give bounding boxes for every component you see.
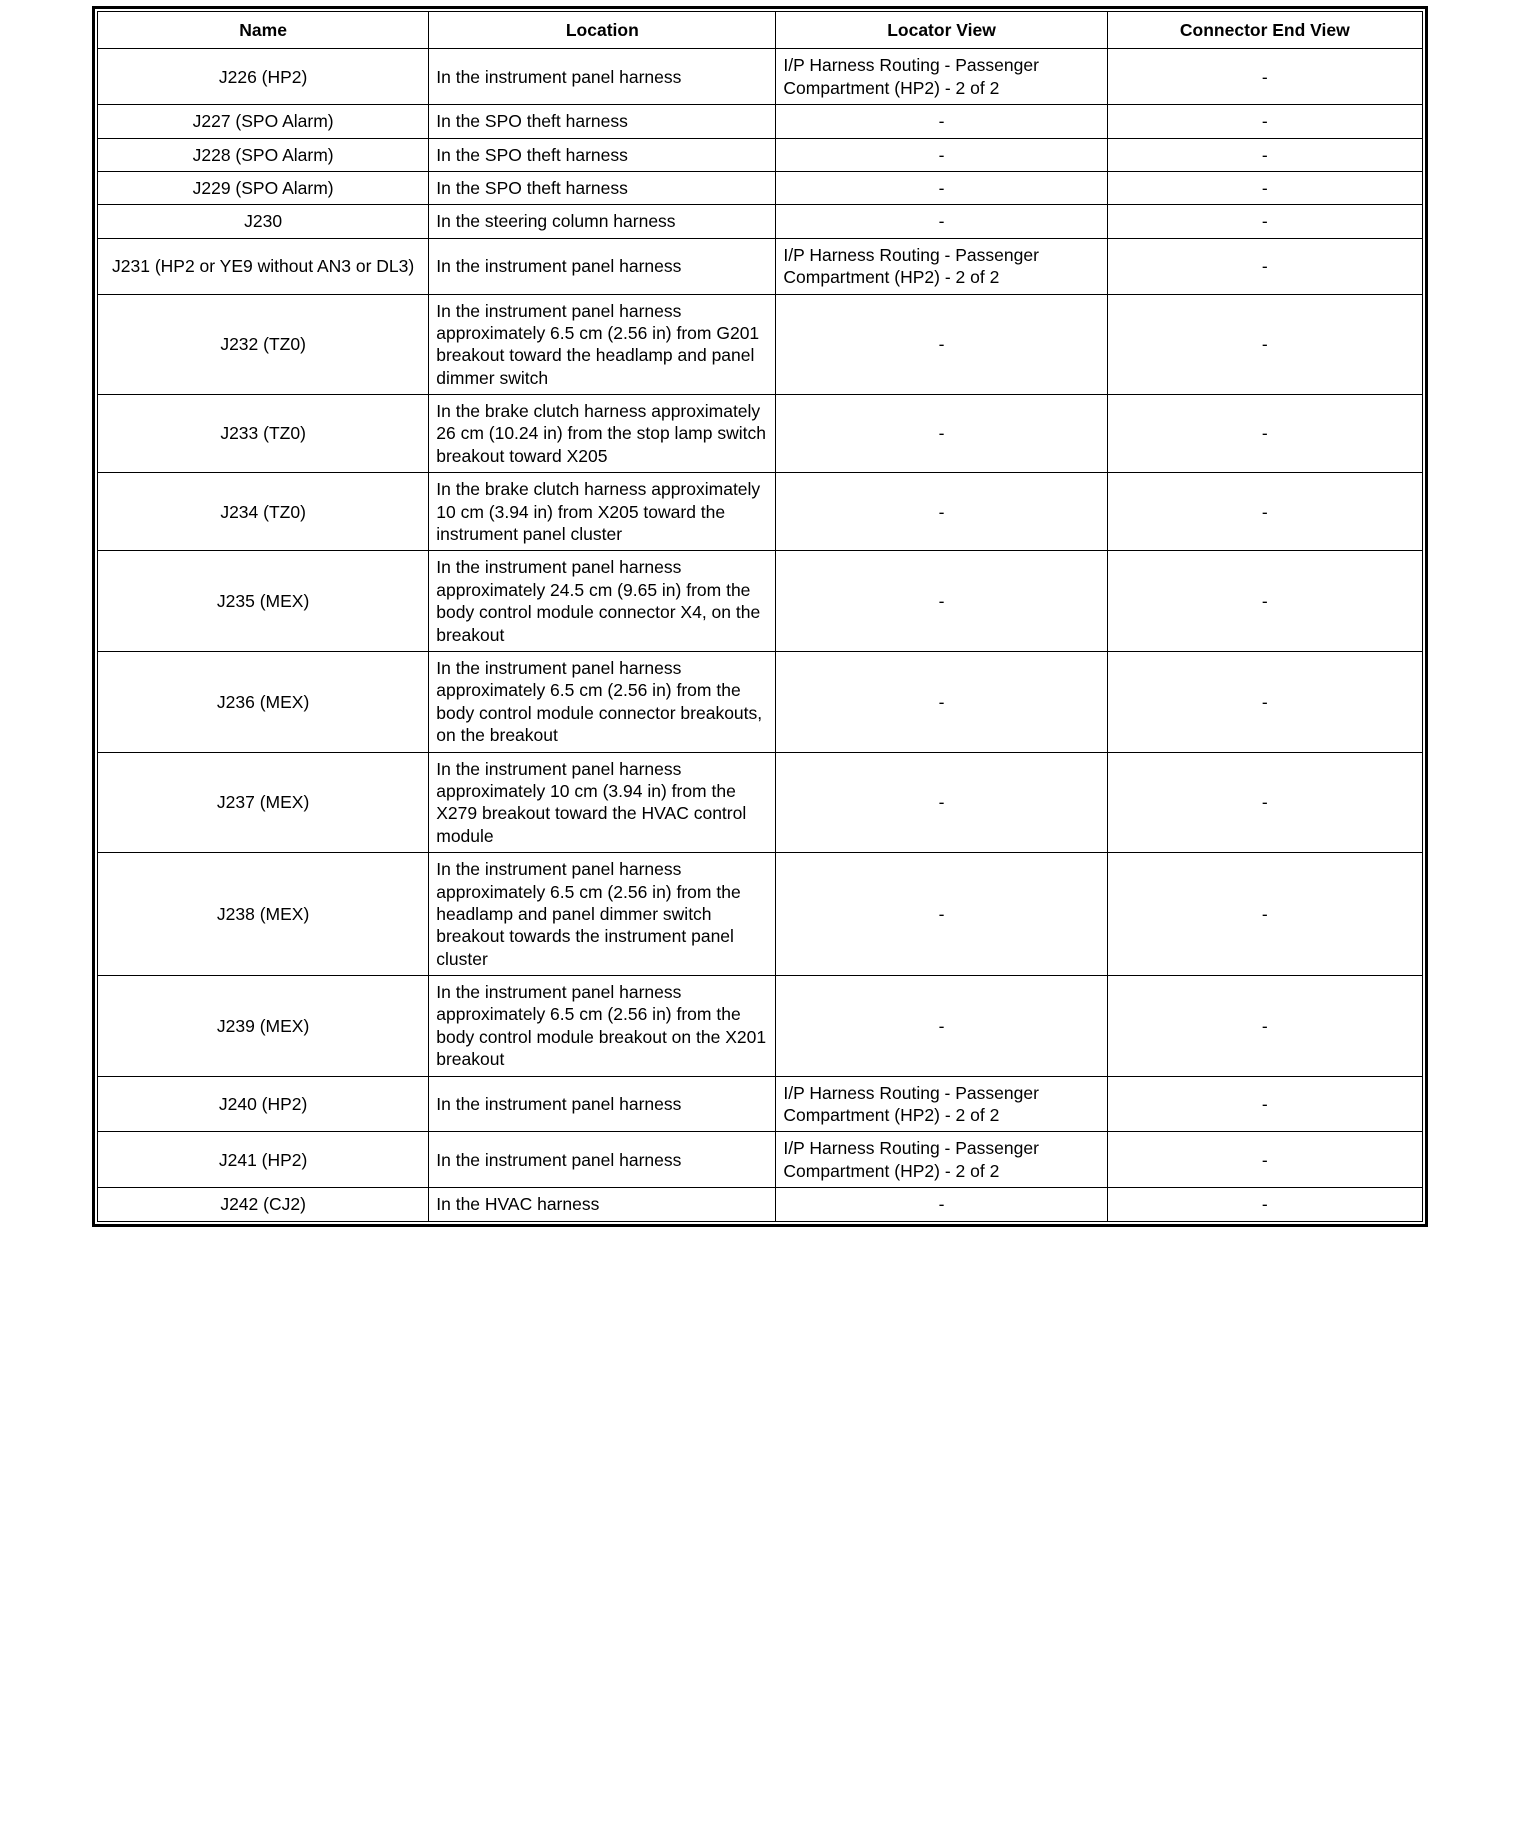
cell-name: J239 (MEX): [98, 976, 429, 1077]
cell-locator-view: -: [776, 1188, 1107, 1221]
cell-location: In the HVAC harness: [429, 1188, 776, 1221]
cell-name: J235 (MEX): [98, 551, 429, 652]
cell-location: In the SPO theft harness: [429, 138, 776, 171]
table-header: [98, 12, 1423, 49]
cell-locator-view: -: [776, 395, 1107, 473]
cell-name: J238 (MEX): [98, 853, 429, 976]
cell-locator-view: -: [776, 138, 1107, 171]
cell-connector-end-view: -: [1107, 238, 1422, 294]
table-row: [98, 395, 1423, 473]
cell-locator-view: -: [776, 752, 1107, 853]
connector-table: [97, 11, 1423, 1222]
cell-location: In the SPO theft harness: [429, 105, 776, 138]
table-row: [98, 238, 1423, 294]
cell-name: J233 (TZ0): [98, 395, 429, 473]
cell-connector-end-view: -: [1107, 138, 1422, 171]
cell-location: In the instrument panel harness approximately 6.5 cm (2.56 in) from the headlamp and panel dimmer switch breakout towards the instrument panel cluster: [429, 853, 776, 976]
cell-connector-end-view: -: [1107, 395, 1422, 473]
cell-connector-end-view: -: [1107, 294, 1422, 395]
cell-name: J231 (HP2 or YE9 without AN3 or DL3): [98, 238, 429, 294]
table-row: [98, 976, 1423, 1077]
cell-location: In the instrument panel harness approximately 10 cm (3.94 in) from the X279 breakout toward the HVAC control module: [429, 752, 776, 853]
cell-connector-end-view: -: [1107, 976, 1422, 1077]
table-row: [98, 1076, 1423, 1132]
cell-location: In the instrument panel harness: [429, 49, 776, 105]
cell-name: J228 (SPO Alarm): [98, 138, 429, 171]
cell-locator-view: -: [776, 976, 1107, 1077]
cell-connector-end-view: -: [1107, 1076, 1422, 1132]
cell-name: J227 (SPO Alarm): [98, 105, 429, 138]
cell-connector-end-view: -: [1107, 853, 1422, 976]
column-header-connector-end-view: Connector End View: [1107, 12, 1422, 49]
cell-locator-view: I/P Harness Routing - Passenger Compartment (HP2) - 2 of 2: [776, 49, 1107, 105]
table-row: [98, 551, 1423, 652]
table-row: [98, 138, 1423, 171]
cell-locator-view: I/P Harness Routing - Passenger Compartment (HP2) - 2 of 2: [776, 1132, 1107, 1188]
cell-location: In the SPO theft harness: [429, 171, 776, 204]
table-row: [98, 1132, 1423, 1188]
cell-connector-end-view: -: [1107, 205, 1422, 238]
cell-connector-end-view: -: [1107, 105, 1422, 138]
cell-name: J232 (TZ0): [98, 294, 429, 395]
cell-location: In the steering column harness: [429, 205, 776, 238]
cell-location: In the brake clutch harness approximately 26 cm (10.24 in) from the stop lamp switch breakout toward X205: [429, 395, 776, 473]
cell-connector-end-view: -: [1107, 473, 1422, 551]
cell-name: J242 (CJ2): [98, 1188, 429, 1221]
cell-connector-end-view: -: [1107, 752, 1422, 853]
table-row: [98, 294, 1423, 395]
cell-location: In the instrument panel harness approximately 6.5 cm (2.56 in) from the body control module breakout on the X201 breakout: [429, 976, 776, 1077]
cell-location: In the instrument panel harness: [429, 1076, 776, 1132]
column-header-locator-view: Locator View: [776, 12, 1107, 49]
column-header-name: Name: [98, 12, 429, 49]
column-header-location: Location: [429, 12, 776, 49]
table-body: [98, 49, 1423, 1221]
cell-name: J230: [98, 205, 429, 238]
cell-connector-end-view: -: [1107, 49, 1422, 105]
cell-name: J229 (SPO Alarm): [98, 171, 429, 204]
cell-name: J234 (TZ0): [98, 473, 429, 551]
table-row: [98, 752, 1423, 853]
cell-locator-view: I/P Harness Routing - Passenger Compartment (HP2) - 2 of 2: [776, 1076, 1107, 1132]
cell-location: In the brake clutch harness approximately 10 cm (3.94 in) from X205 toward the instrument panel cluster: [429, 473, 776, 551]
cell-locator-view: -: [776, 651, 1107, 752]
table-row: [98, 171, 1423, 204]
cell-name: J236 (MEX): [98, 651, 429, 752]
cell-location: In the instrument panel harness: [429, 1132, 776, 1188]
table-header-row: [98, 12, 1423, 49]
cell-locator-view: -: [776, 473, 1107, 551]
cell-location: In the instrument panel harness: [429, 238, 776, 294]
table-row: [98, 205, 1423, 238]
cell-location: In the instrument panel harness approximately 6.5 cm (2.56 in) from G201 breakout toward the headlamp and panel dimmer switch: [429, 294, 776, 395]
cell-name: J240 (HP2): [98, 1076, 429, 1132]
table-row: [98, 105, 1423, 138]
connector-table-frame: [92, 6, 1428, 1227]
cell-locator-view: -: [776, 105, 1107, 138]
cell-locator-view: -: [776, 294, 1107, 395]
cell-locator-view: -: [776, 551, 1107, 652]
cell-location: In the instrument panel harness approximately 24.5 cm (9.65 in) from the body control module connector X4, on the breakout: [429, 551, 776, 652]
cell-connector-end-view: -: [1107, 651, 1422, 752]
cell-connector-end-view: -: [1107, 1188, 1422, 1221]
cell-connector-end-view: -: [1107, 551, 1422, 652]
table-row: [98, 49, 1423, 105]
cell-connector-end-view: -: [1107, 1132, 1422, 1188]
cell-locator-view: I/P Harness Routing - Passenger Compartment (HP2) - 2 of 2: [776, 238, 1107, 294]
cell-locator-view: -: [776, 171, 1107, 204]
cell-locator-view: -: [776, 853, 1107, 976]
cell-name: J237 (MEX): [98, 752, 429, 853]
cell-locator-view: -: [776, 205, 1107, 238]
cell-name: J226 (HP2): [98, 49, 429, 105]
cell-location: In the instrument panel harness approximately 6.5 cm (2.56 in) from the body control module connector breakouts, on the breakout: [429, 651, 776, 752]
cell-name: J241 (HP2): [98, 1132, 429, 1188]
cell-connector-end-view: -: [1107, 171, 1422, 204]
table-row: [98, 853, 1423, 976]
table-row: [98, 473, 1423, 551]
table-row: [98, 1188, 1423, 1221]
table-row: [98, 651, 1423, 752]
